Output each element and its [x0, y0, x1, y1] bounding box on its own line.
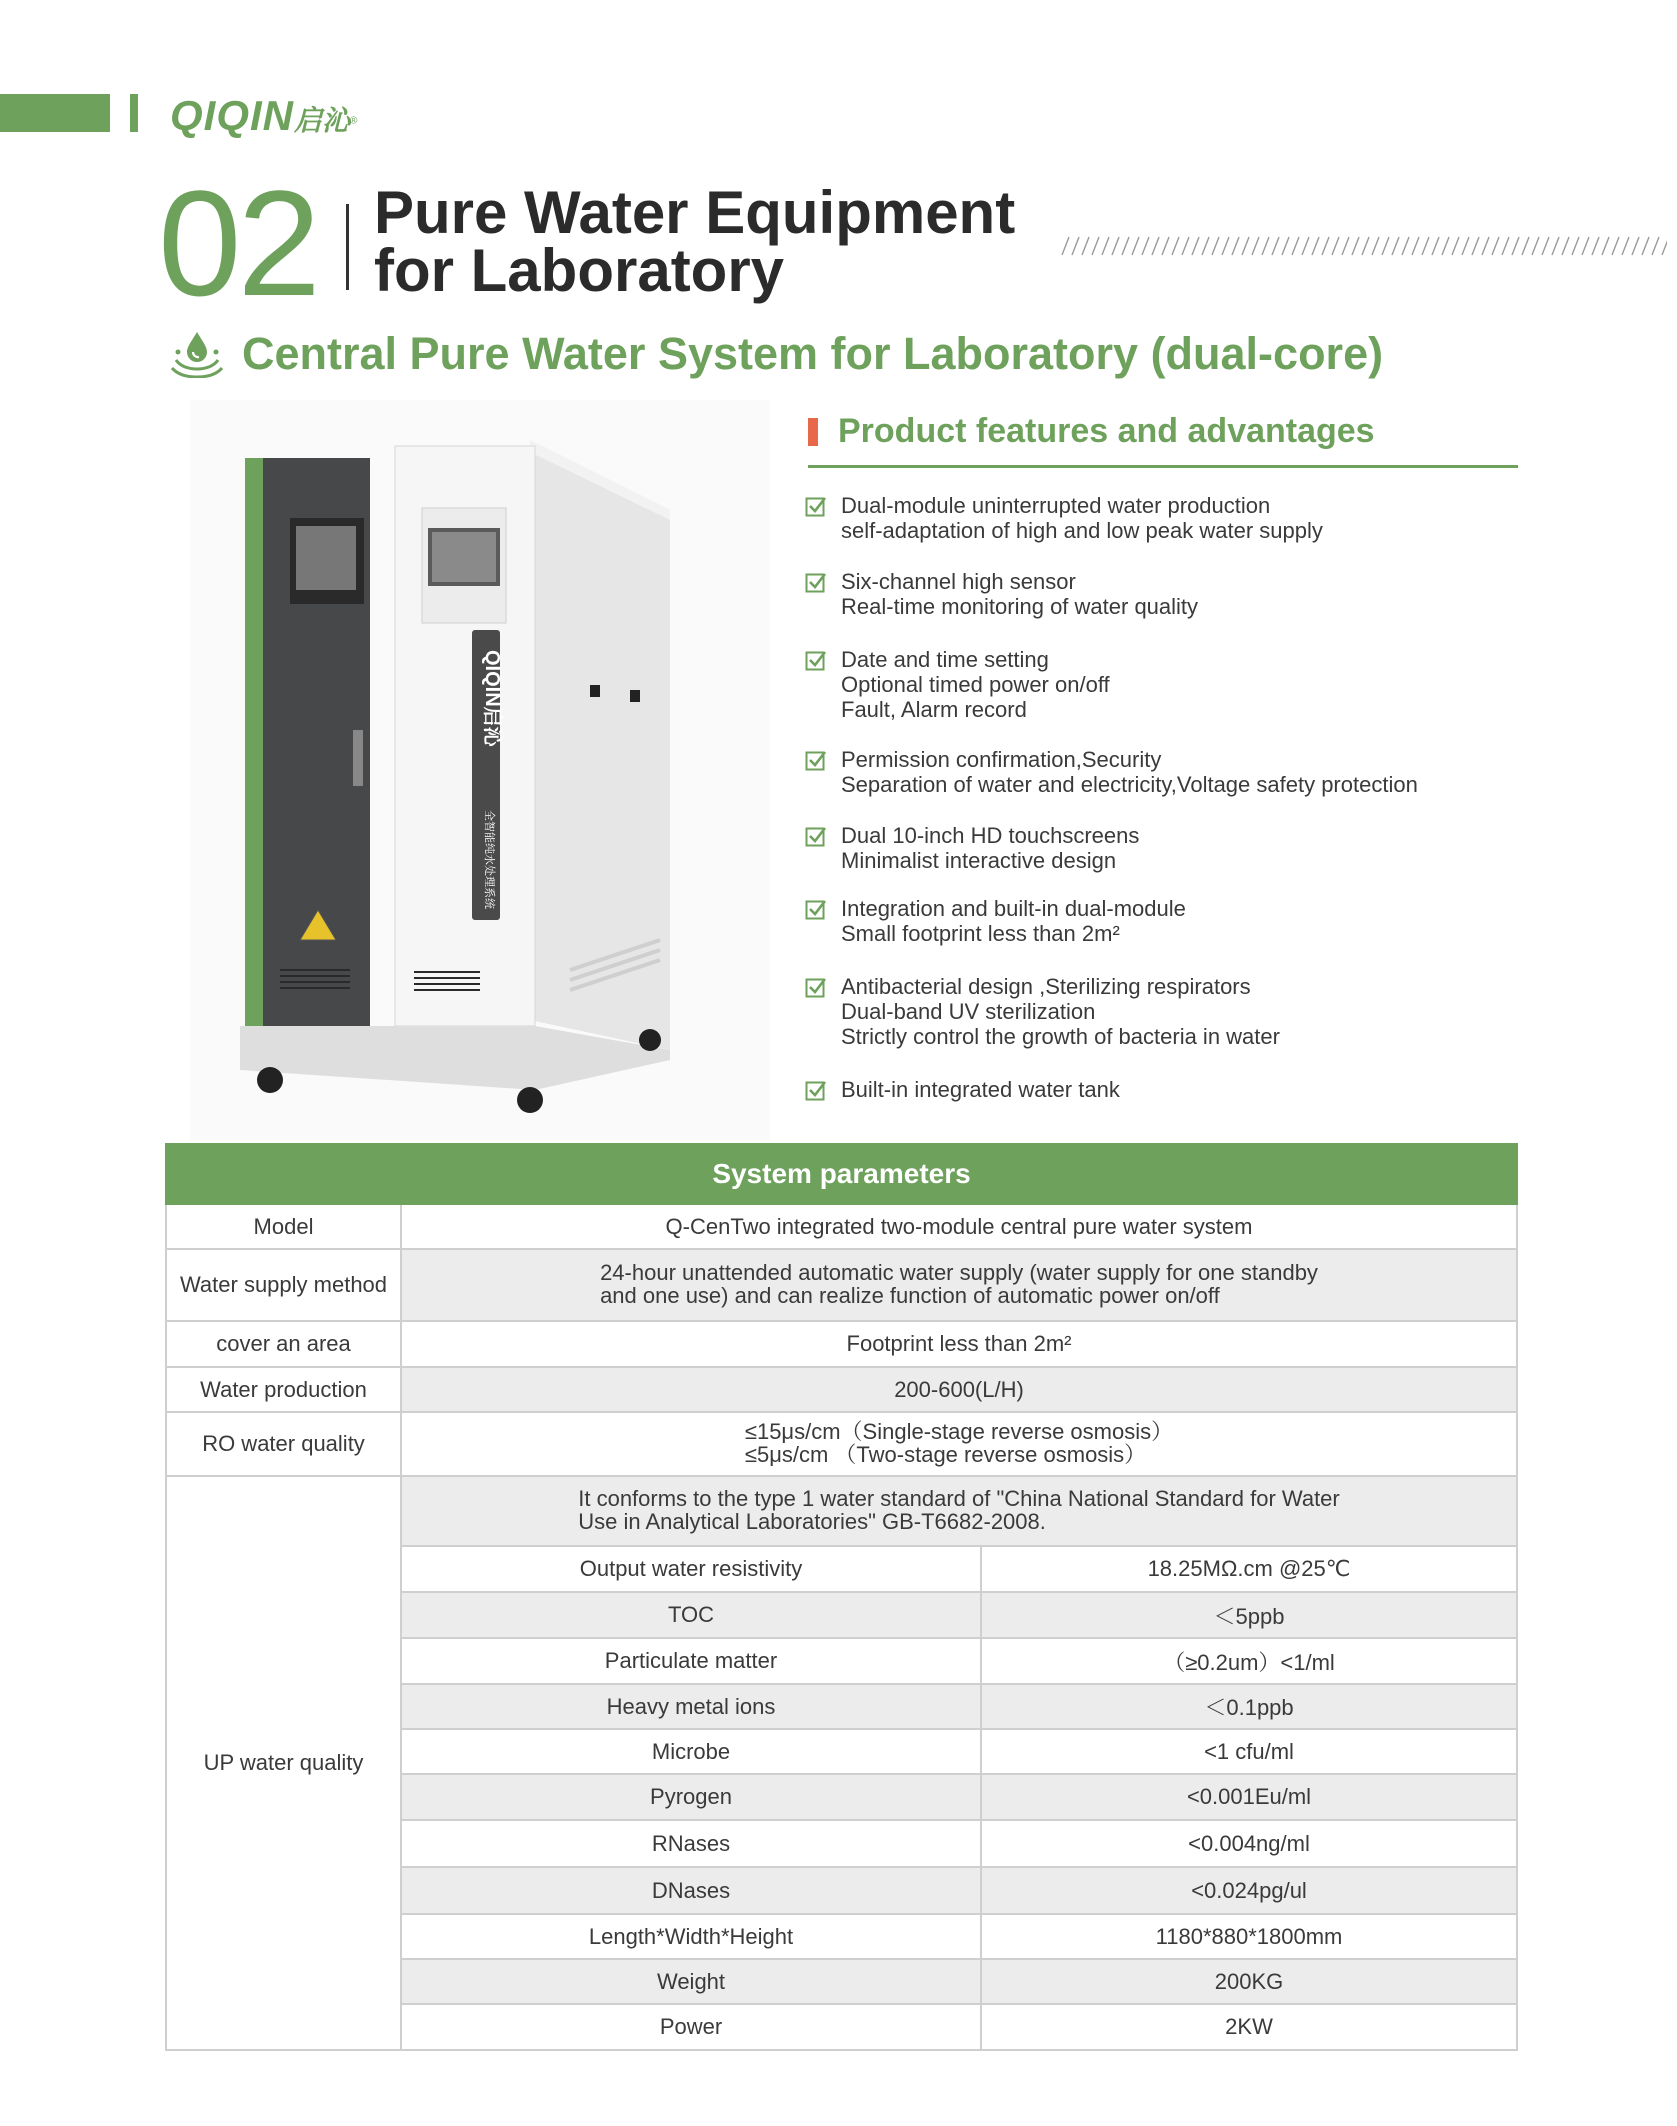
- feature-line: Antibacterial design ,Sterilizing respirators: [841, 974, 1251, 999]
- sub-param-name: Length*Width*Height: [401, 1914, 981, 1959]
- feature-line: Dual 10-inch HD touchscreens: [841, 823, 1140, 848]
- brand-logo: [170, 92, 370, 140]
- features-heading: Product features and advantages: [838, 412, 1375, 450]
- sub-param-value: ＜0.1ppb: [981, 1684, 1517, 1729]
- features-heading-marker: [808, 418, 818, 446]
- feature-line: self-adaptation of high and low peak water supply: [841, 518, 1323, 543]
- checkbox-icon: [805, 649, 827, 671]
- brand-name-cn: 启沁: [294, 105, 351, 136]
- section-number: 02: [158, 159, 317, 327]
- feature-line: Minimalist interactive design: [841, 848, 1117, 873]
- feature-line: Strictly control the growth of bacteria in water: [841, 1024, 1280, 1049]
- system-parameters-table: [165, 1143, 1516, 2051]
- checkbox-icon: [805, 749, 827, 771]
- title-divider: [346, 204, 349, 290]
- brand-reg-mark: ®: [350, 115, 358, 127]
- param-label: Water supply method: [166, 1249, 401, 1321]
- feature-item: [805, 1077, 1120, 1102]
- sub-param-value: ＜5ppb: [981, 1592, 1517, 1638]
- table-row: [166, 1204, 1517, 1249]
- product-brand-label: QIQIN启沁: [481, 650, 503, 747]
- feature-line: Permission confirmation,Security: [841, 747, 1162, 772]
- sub-param-value: <0.004ng/ml: [981, 1820, 1517, 1867]
- param-label: Model: [166, 1204, 401, 1249]
- table-row: [166, 1367, 1517, 1412]
- checkbox-icon: [805, 825, 827, 847]
- table-row: [166, 1321, 1517, 1367]
- feature-line: Dual-band UV sterilization: [841, 999, 1096, 1024]
- checkbox-icon: [805, 1079, 827, 1101]
- checkbox-icon: [805, 898, 827, 920]
- sub-param-name: Particulate matter: [401, 1638, 981, 1684]
- param-value: Q-CenTwo integrated two-module central pure water system: [401, 1204, 1517, 1249]
- param-value: ≤15μs/cm（Single-stage reverse osmosis） ≤5μs/cm （Two-stage reverse osmosis）: [401, 1412, 1517, 1476]
- product-image: [190, 400, 770, 1140]
- param-label: Water production: [166, 1367, 401, 1412]
- sub-param-name: RNases: [401, 1820, 981, 1867]
- sub-param-value: 200KG: [981, 1959, 1517, 2004]
- checkbox-icon: [805, 976, 827, 998]
- sub-param-value: <1 cfu/ml: [981, 1729, 1517, 1774]
- hatch-decoration: [1060, 236, 1667, 256]
- sub-param-value: （≥0.2um）<1/ml: [981, 1638, 1517, 1684]
- param-value: 200-600(L/H): [401, 1367, 1517, 1412]
- brand-name: QIQIN: [170, 92, 295, 139]
- feature-line: Small footprint less than 2m²: [841, 921, 1120, 946]
- feature-line: Fault, Alarm record: [841, 697, 1027, 722]
- sub-param-name: Pyrogen: [401, 1774, 981, 1820]
- sub-param-name: Heavy metal ions: [401, 1684, 981, 1729]
- product-cn-label: 全智能纯水处理系统: [483, 810, 496, 909]
- table-row: [166, 1249, 1517, 1321]
- sub-param-value: <0.024pg/ul: [981, 1867, 1517, 1914]
- header-accent-bar: [0, 94, 110, 132]
- sub-param-value: 1180*880*1800mm: [981, 1914, 1517, 1959]
- header-accent-tick: [130, 94, 138, 132]
- param-value: It conforms to the type 1 water standard of "China National Standard for Water Use in Analytical Laboratories" GB-T6682-2008.: [401, 1476, 1517, 1546]
- page-title: [374, 179, 1016, 304]
- sub-param-name: TOC: [401, 1592, 981, 1638]
- subtitle: Central Pure Water System for Laboratory (dual-core): [242, 328, 1384, 379]
- feature-line: Date and time setting: [841, 647, 1049, 672]
- param-label: UP water quality: [166, 1476, 401, 2050]
- page-title-line1: Pure Water Equipment: [374, 179, 1016, 246]
- sub-param-name: DNases: [401, 1867, 981, 1914]
- sub-param-name: Power: [401, 2004, 981, 2050]
- param-value: 24-hour unattended automatic water supply (water supply for one standby and one use) and can realize function of automatic power on/off: [401, 1249, 1517, 1321]
- feature-item: [805, 896, 1186, 946]
- feature-line: Separation of water and electricity,Voltage safety protection: [841, 772, 1418, 797]
- sub-param-value: 2KW: [981, 2004, 1517, 2050]
- param-label: RO water quality: [166, 1412, 401, 1476]
- param-value: Footprint less than 2m²: [401, 1321, 1517, 1367]
- feature-line: Integration and built-in dual-module: [841, 896, 1186, 921]
- feature-item: [805, 493, 1323, 543]
- table-row: [166, 1412, 1517, 1476]
- sub-param-value: <0.001Eu/ml: [981, 1774, 1517, 1820]
- param-label: cover an area: [166, 1321, 401, 1367]
- feature-line: Six-channel high sensor: [841, 569, 1076, 594]
- checkbox-icon: [805, 495, 827, 517]
- feature-line: Dual-module uninterrupted water production: [841, 493, 1271, 518]
- feature-line: Built-in integrated water tank: [841, 1077, 1120, 1102]
- feature-item: [805, 647, 1110, 722]
- table-heading: System parameters: [166, 1144, 1517, 1204]
- sub-param-name: Output water resistivity: [401, 1546, 981, 1592]
- features-divider: [808, 465, 1518, 468]
- feature-item: [805, 569, 1198, 619]
- page-title-line2: for Laboratory: [374, 237, 785, 304]
- feature-line: Optional timed power on/off: [841, 672, 1110, 697]
- feature-item: [805, 823, 1139, 873]
- feature-item: [805, 747, 1418, 797]
- table-row: [166, 1476, 1517, 1546]
- feature-item: [805, 974, 1280, 1049]
- sub-param-name: Microbe: [401, 1729, 981, 1774]
- sub-param-value: 18.25MΩ.cm @25℃: [981, 1546, 1517, 1592]
- sub-param-name: Weight: [401, 1959, 981, 2004]
- feature-line: Real-time monitoring of water quality: [841, 594, 1199, 619]
- checkbox-icon: [805, 571, 827, 593]
- water-drop-icon: [170, 330, 224, 378]
